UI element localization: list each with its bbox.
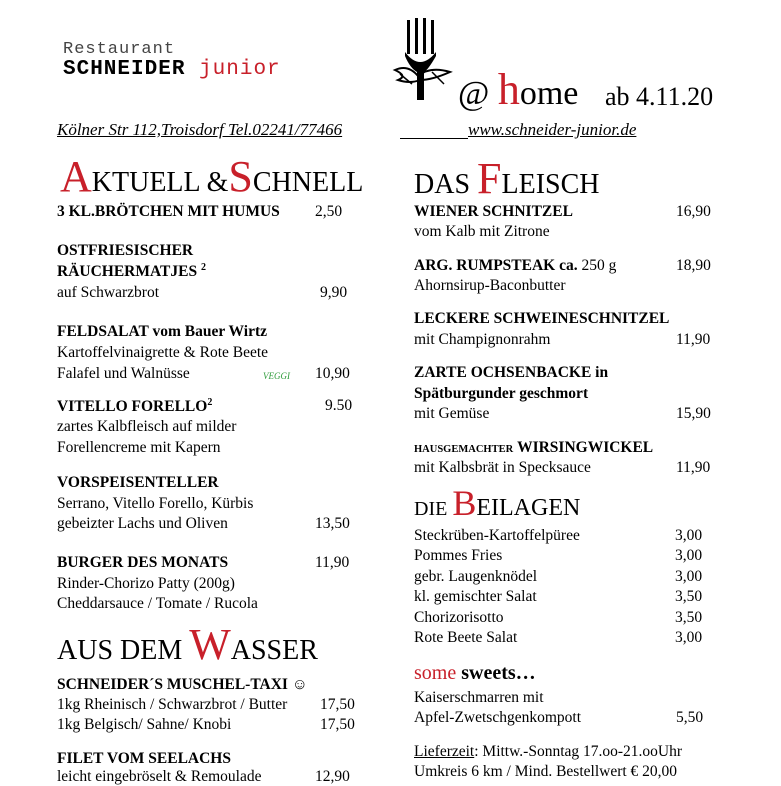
seelachs-name: FILET VOM SEELACHS: [57, 750, 231, 767]
beilage-price: 3,50: [675, 588, 703, 606]
seelachs-price: 12,90: [315, 768, 350, 785]
section-fleisch-text-1: DAS: [414, 169, 478, 200]
beilage-name: Pommes Fries: [414, 547, 503, 565]
matjes-price: 9,90: [320, 284, 348, 301]
rumpsteak-price: 18,90: [676, 257, 711, 274]
restaurant-name-main: SCHNEIDER: [63, 58, 186, 81]
vorspeisen-name: VORSPEISENTELLER: [57, 474, 219, 491]
vorspeisen-desc-2: gebeizter Lachs und Oliven: [57, 515, 228, 532]
beilage-price: 3,00: [675, 567, 703, 585]
list-item: [414, 629, 714, 649]
rumpsteak-name-text: ARG. RUMPSTEAK ca.: [414, 257, 578, 274]
muschel-line-1: 1kg Rheinisch / Schwarzbrot / Butter: [57, 696, 288, 713]
veggi-badge: VEGGI: [263, 371, 290, 381]
home-rest: ome: [519, 75, 579, 112]
rumpsteak-weight: 250 g: [581, 257, 617, 274]
section-fleisch-text-2: LEISCH: [501, 169, 600, 200]
header-date: ab 4.11.20: [605, 82, 714, 111]
section-beilagen-heading: [414, 482, 580, 532]
list-item: [414, 527, 714, 547]
address-line: [57, 120, 342, 140]
sweets-desc-2: Apfel-Zwetschgenkompott: [414, 709, 582, 726]
seelachs-desc: leicht eingebröselt & Remoulade: [57, 768, 262, 785]
schnitzel-price: 16,90: [676, 203, 711, 220]
address: Kölner Str 112,Troisdorf Tel.02241/77466: [57, 120, 343, 139]
wirsing-name: [414, 439, 653, 457]
beilage-price: 3,00: [675, 547, 703, 565]
wirsing-name-text: WIRSINGWICKEL: [517, 439, 654, 456]
home-heading: [458, 65, 579, 114]
beilage-name: Steckrüben-Kartoffelpüree: [414, 527, 580, 544]
sweets-price: 5,50: [676, 709, 704, 726]
section-beilagen-cap-b: B: [452, 483, 477, 523]
list-item: [414, 609, 714, 629]
feldsalat-price: 10,90: [315, 365, 350, 382]
at-symbol: @: [458, 75, 490, 112]
vorspeisen-price: 13,50: [315, 515, 350, 532]
fork-logo-icon: [390, 14, 460, 100]
wirsing-desc: mit Kalbsbrät in Specksauce: [414, 459, 591, 476]
vitello-desc-1: zartes Kalbfleisch auf milder: [57, 418, 237, 435]
list-item: [414, 547, 714, 567]
sweets-some: some: [414, 662, 457, 684]
matjes-desc: auf Schwarzbrot: [57, 284, 159, 301]
sweets-text: sweets…: [461, 662, 536, 684]
section-wasser-heading: [57, 620, 318, 672]
vitello-price: 9.50: [325, 397, 353, 414]
burger-desc-1: Rinder-Chorizo Patty (200g): [57, 575, 235, 592]
section-aktuell-text-a: KTUELL &: [91, 167, 229, 198]
sweets-desc-1: Kaiserschmarren mit: [414, 689, 544, 706]
wirsing-price: 11,90: [676, 459, 711, 476]
vitello-footnote: 2: [207, 397, 213, 408]
restaurant-label: Restaurant: [63, 40, 176, 59]
matjes-name-2: [57, 262, 206, 281]
broetchen-price: 2,50: [315, 203, 343, 220]
vitello-name: [57, 397, 212, 416]
rumpsteak-desc: Ahornsirup-Baconbutter: [414, 277, 566, 294]
vorspeisen-desc-1: Serrano, Vitello Forello, Kürbis: [57, 495, 254, 512]
burger-name: BURGER DES MONATS: [57, 554, 229, 571]
delivery-label: Lieferzeit: [414, 743, 475, 760]
restaurant-name-junior: junior: [199, 58, 281, 81]
beilage-name: kl. gemischter Salat: [414, 588, 537, 606]
schwein-desc: mit Champignonrahm: [414, 331, 551, 348]
broetchen-name: 3 KL.BRÖTCHEN MIT HUMUS: [57, 203, 280, 220]
section-fleisch-cap-f: F: [477, 154, 502, 203]
feldsalat-name: FELDSALAT vom Bauer Wirtz: [57, 323, 267, 340]
schnitzel-name: WIENER SCHNITZEL: [414, 203, 573, 220]
delivery-line-2: Umkreis 6 km / Mind. Bestellwert € 20,00: [414, 763, 678, 780]
schnitzel-desc: vom Kalb mit Zitrone: [414, 223, 550, 240]
feldsalat-desc-2: Falafel und Walnüsse: [57, 365, 190, 382]
section-beilagen-text-2: EILAGEN: [476, 495, 581, 521]
section-aktuell-heading: [60, 152, 364, 204]
section-beilagen-text-1: DIE: [414, 498, 453, 520]
wirsing-prefix: HAUSGEMACHTER: [414, 444, 514, 455]
vitello-name-text: VITELLO FORELLO: [57, 398, 208, 416]
ochsen-name-2: Spätburgunder geschmort: [414, 385, 589, 402]
burger-price: 11,90: [315, 554, 350, 571]
ochsen-price: 15,90: [676, 405, 711, 422]
muschel-price-1: 17,50: [320, 696, 355, 713]
beilage-price: 3,00: [675, 628, 703, 646]
section-fleisch-heading: [414, 154, 600, 206]
muschel-name: SCHNEIDER´S MUSCHEL-TAXI ☺: [57, 676, 308, 693]
feldsalat-desc-1: Kartoffelvinaigrette & Rote Beete: [57, 344, 269, 361]
list-item: [414, 568, 714, 588]
vitello-desc-2: Forellencreme mit Kapern: [57, 439, 221, 456]
matjes-name-2-text: RÄUCHERMATJES: [57, 263, 198, 281]
beilage-price: 3,00: [675, 527, 703, 544]
section-aktuell-cap-s: S: [228, 152, 253, 201]
beilagen-list: [414, 527, 714, 649]
beilage-name: Chorizorisotto: [414, 608, 504, 626]
list-item: [414, 588, 714, 608]
sweets-heading: [414, 662, 536, 685]
section-aktuell-cap-a: A: [60, 152, 92, 201]
beilage-name: gebr. Laugenknödel: [414, 567, 538, 585]
ochsen-name-1: ZARTE OCHSENBACKE in: [414, 364, 609, 381]
website-link[interactable]: www.schneider-junior.de: [468, 120, 637, 139]
section-wasser-text-2: ASSER: [230, 635, 318, 666]
matjes-footnote: 2: [200, 262, 206, 273]
ochsen-desc: mit Gemüse: [414, 405, 490, 422]
beilage-price: 3,50: [675, 608, 703, 626]
section-wasser-text-1: AUS DEM: [57, 635, 190, 666]
delivery-line-1: [414, 743, 682, 761]
muschel-price-2: 17,50: [320, 716, 355, 733]
rumpsteak-name: [414, 257, 616, 275]
home-h: h: [497, 65, 520, 114]
burger-desc-2: Cheddarsauce / Tomate / Rucola: [57, 595, 258, 612]
section-aktuell-text-s: CHNELL: [252, 167, 364, 198]
address-underline-gap: [400, 138, 468, 139]
beilage-name: Rote Beete Salat: [414, 628, 518, 646]
schwein-name: LECKERE SCHWEINESCHNITZEL: [414, 310, 670, 327]
restaurant-name: [63, 58, 281, 81]
delivery-hours: : Mittw.-Sonntag 17.oo-21.ooUhr: [474, 743, 683, 760]
schwein-price: 11,90: [676, 331, 711, 348]
section-wasser-cap-w: W: [189, 620, 231, 669]
matjes-name-1: OSTFRIESISCHER: [57, 242, 194, 259]
muschel-line-2: 1kg Belgisch/ Sahne/ Knobi: [57, 716, 232, 733]
